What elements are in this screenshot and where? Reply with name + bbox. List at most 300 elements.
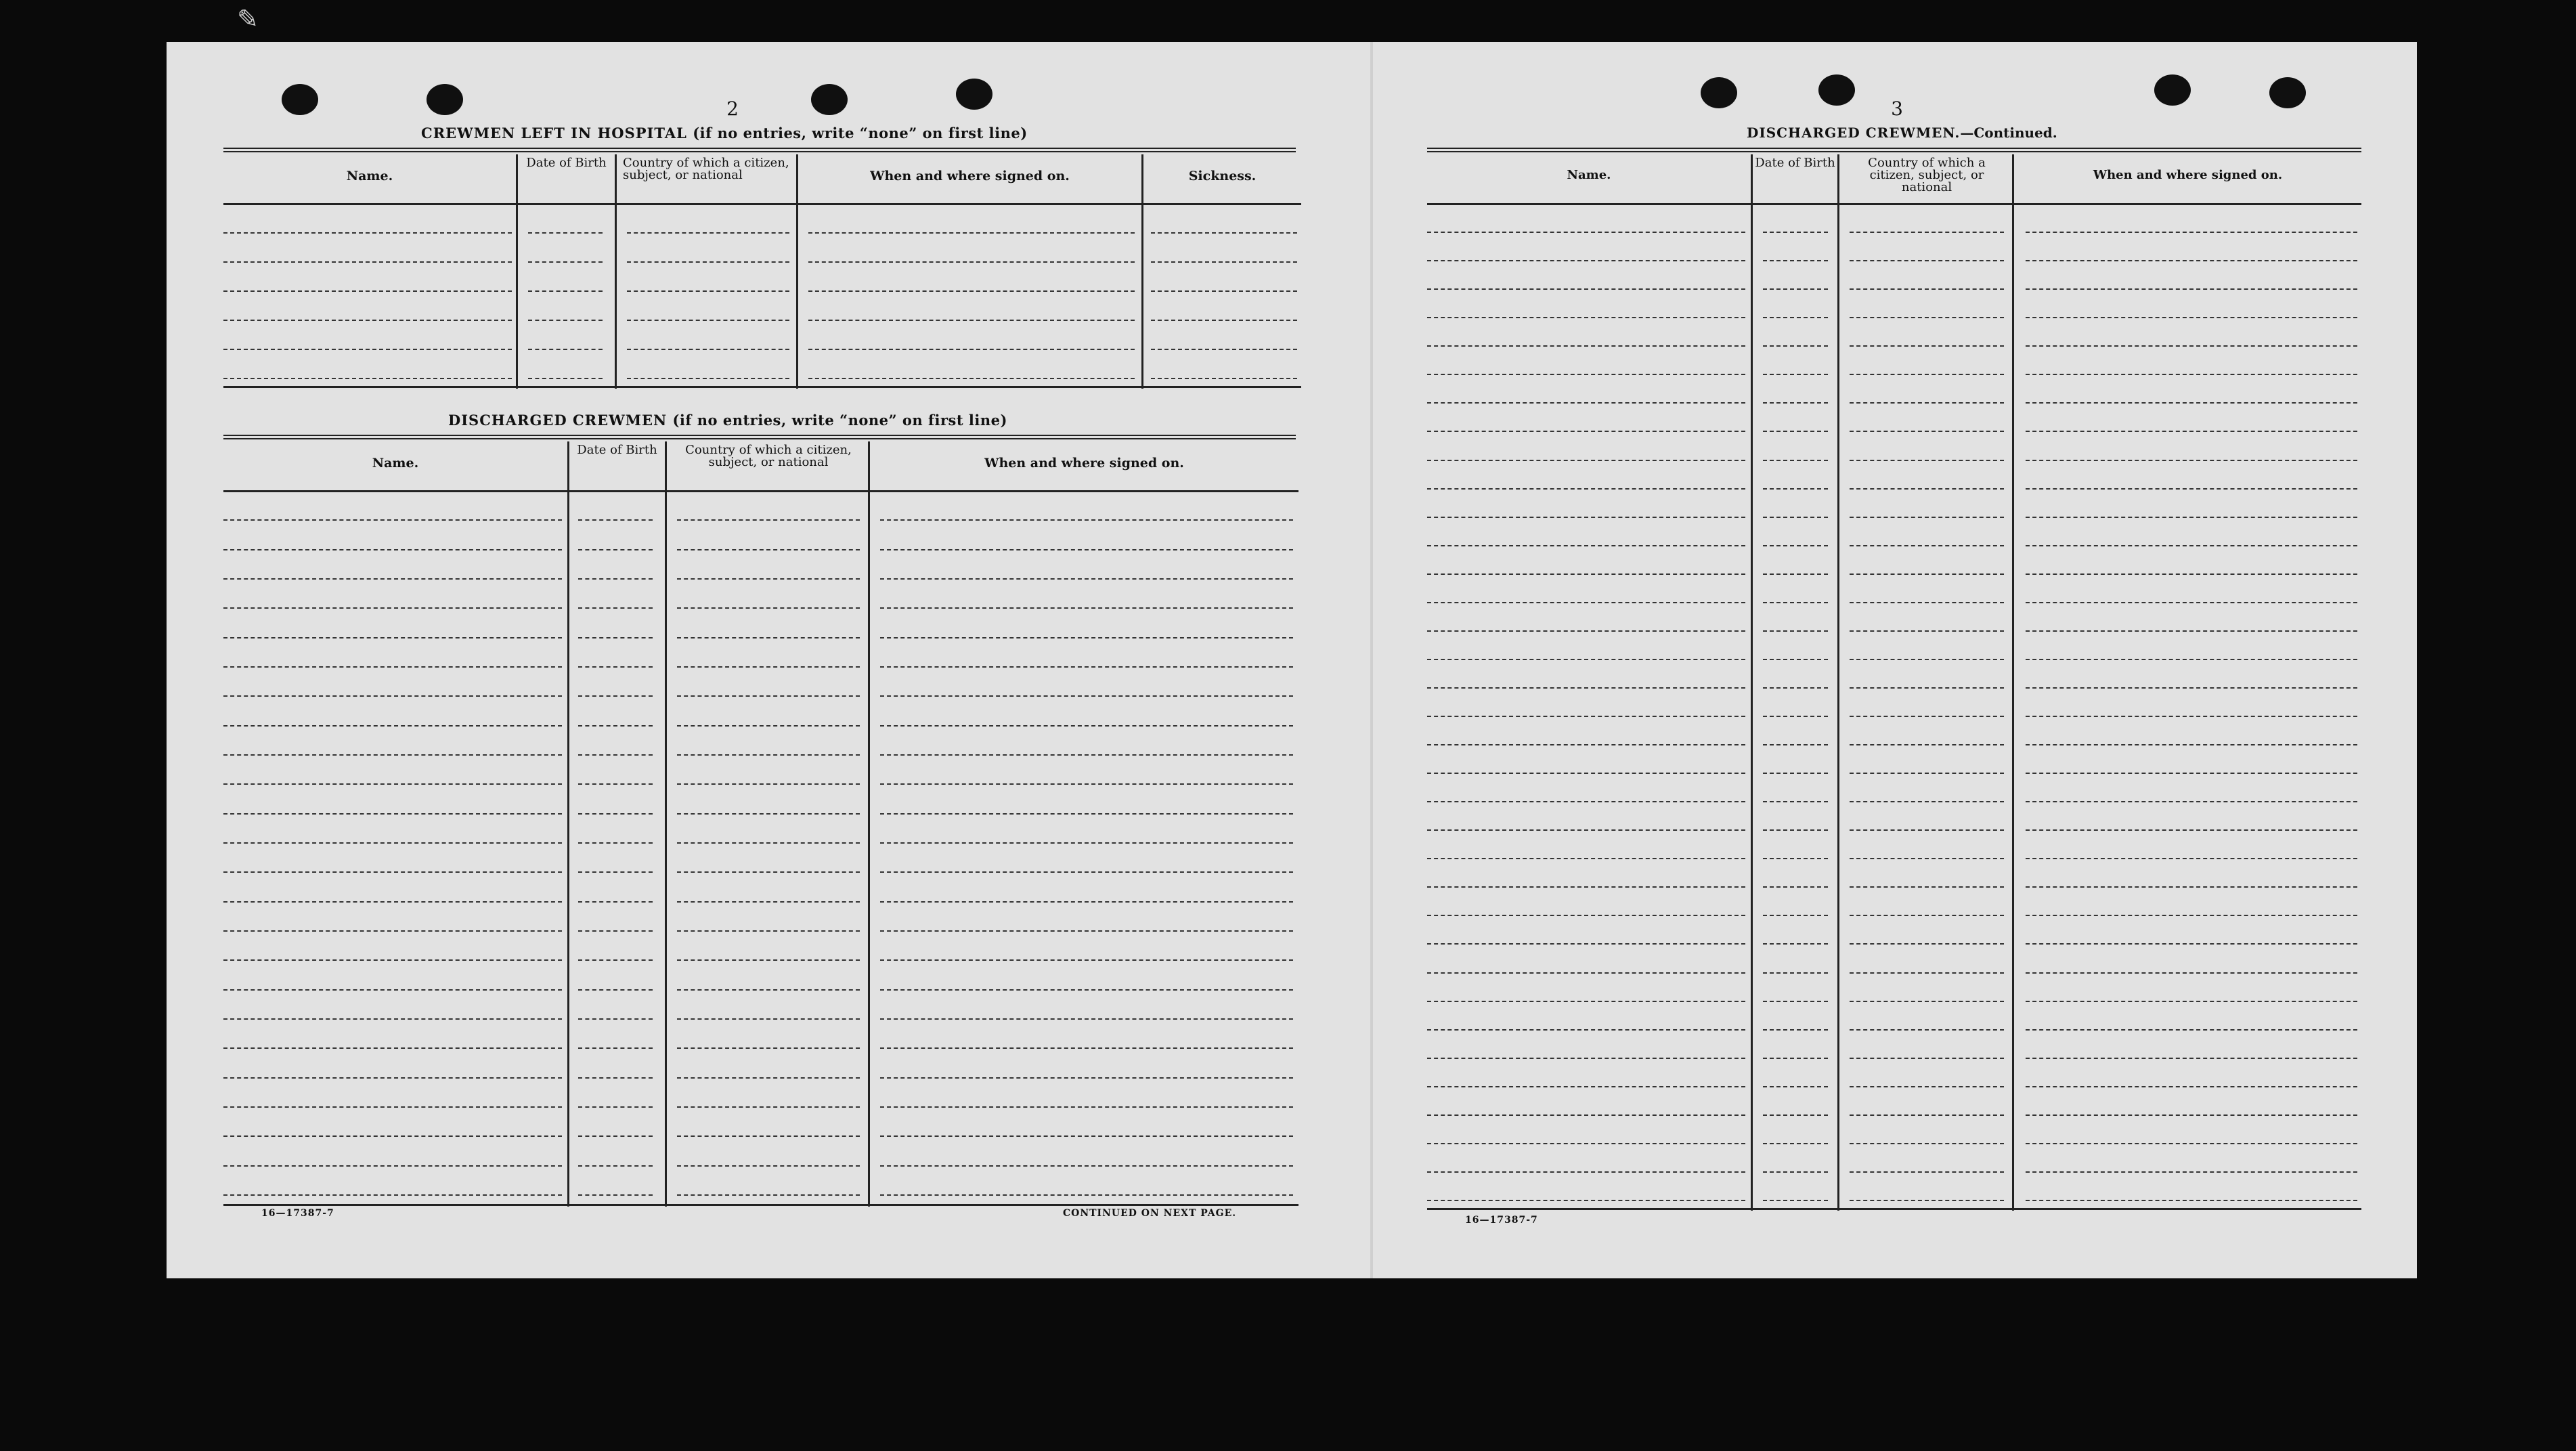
entry-line	[677, 1106, 860, 1108]
entry-line	[1151, 378, 1297, 379]
entry-line	[1427, 687, 1745, 689]
entry-line	[677, 519, 860, 521]
punch-hole-icon	[2269, 77, 2306, 108]
entry-line	[578, 1194, 653, 1196]
right-discharged-table	[1427, 154, 2361, 1211]
entry-line	[1427, 345, 1745, 347]
entry-line	[1763, 1086, 1828, 1087]
entry-line	[223, 1106, 562, 1108]
entry-line	[1427, 943, 1745, 945]
entry-line	[1850, 545, 2004, 546]
entry-line	[1763, 232, 1828, 233]
entry-line	[677, 666, 860, 668]
entry-line	[1427, 1171, 1745, 1173]
entry-line	[808, 378, 1135, 379]
entry-line	[627, 320, 789, 321]
entry-line	[1763, 687, 1828, 689]
entry-line	[528, 349, 603, 350]
entry-line	[223, 901, 562, 903]
entry-line	[1763, 488, 1828, 490]
entry-line	[880, 1194, 1293, 1196]
entry-line	[677, 607, 860, 609]
entry-line	[2026, 374, 2357, 375]
entry-line	[2026, 1114, 2357, 1116]
entry-line	[1427, 630, 1745, 632]
entry-line	[880, 1018, 1293, 1020]
entry-line	[1427, 460, 1745, 461]
right-bottom-rule	[1427, 1208, 2361, 1210]
entry-line	[2026, 317, 2357, 318]
discharged-instruction: (if no entries, write “none” on first line)	[672, 412, 1007, 429]
entry-line	[2026, 1001, 2357, 1002]
entry-line	[1427, 773, 1745, 774]
entry-line	[880, 901, 1293, 903]
entry-line	[880, 1165, 1293, 1167]
entry-line	[880, 519, 1293, 521]
entry-line	[880, 930, 1293, 932]
entry-line	[1427, 972, 1745, 974]
column-divider	[2012, 154, 2014, 1211]
entry-line	[1850, 402, 2004, 404]
discharged-header-signed-on: When and where signed on.	[984, 456, 1184, 471]
entry-line	[1763, 460, 1828, 461]
discharged-header-rule	[223, 490, 1298, 492]
entry-line	[1427, 545, 1745, 546]
entry-line	[2026, 829, 2357, 831]
entry-line	[1151, 320, 1297, 321]
hospital-header-signed-on: When and where signed on.	[870, 169, 1070, 183]
page-fold	[1370, 42, 1373, 1278]
entry-line	[1763, 374, 1828, 375]
entry-line	[1427, 744, 1745, 745]
entry-line	[1427, 659, 1745, 660]
entry-line	[2026, 659, 2357, 660]
entry-line	[1427, 232, 1745, 233]
entry-line	[2026, 716, 2357, 717]
entry-line	[223, 290, 512, 292]
entry-line	[578, 989, 653, 991]
form-number-left: 16—17387-7	[261, 1208, 334, 1219]
entry-line	[223, 378, 512, 379]
entry-line	[1427, 886, 1745, 888]
entry-line	[528, 290, 603, 292]
column-divider	[615, 154, 617, 389]
entry-line	[223, 989, 562, 991]
entry-line	[1427, 573, 1745, 575]
punch-hole-icon	[2154, 74, 2191, 106]
entry-line	[880, 1135, 1293, 1137]
entry-line	[808, 349, 1135, 350]
entry-line	[1427, 829, 1745, 831]
entry-line	[677, 959, 860, 961]
entry-line	[2026, 886, 2357, 888]
entry-line	[1427, 488, 1745, 490]
entry-line	[880, 871, 1293, 873]
entry-line	[1763, 1058, 1828, 1059]
entry-line	[578, 519, 653, 521]
entry-line	[223, 637, 562, 638]
right-top-rule	[1427, 148, 2361, 152]
page-number-right: 3	[1891, 98, 1903, 120]
entry-line	[2026, 402, 2357, 404]
entry-line	[2026, 1086, 2357, 1087]
entry-line	[1850, 517, 2004, 518]
entry-line	[2026, 858, 2357, 859]
column-divider	[516, 154, 518, 389]
entry-line	[808, 320, 1135, 321]
entry-line	[223, 783, 562, 785]
entry-line	[223, 930, 562, 932]
entry-line	[223, 519, 562, 521]
entry-line	[880, 637, 1293, 638]
entry-line	[1850, 801, 2004, 802]
entry-line	[1427, 1029, 1745, 1031]
entry-line	[1763, 1114, 1828, 1116]
entry-line	[1850, 232, 2004, 233]
punch-hole-icon	[956, 79, 992, 110]
entry-line	[1763, 744, 1828, 745]
entry-line	[677, 871, 860, 873]
entry-line	[677, 725, 860, 727]
entry-line	[627, 290, 789, 292]
entry-line	[1763, 573, 1828, 575]
entry-line	[2026, 260, 2357, 261]
entry-line	[528, 261, 603, 263]
entry-line	[880, 666, 1293, 668]
entry-line	[1850, 943, 2004, 945]
discharged-header-name: Name.	[372, 456, 419, 471]
entry-line	[880, 842, 1293, 844]
hospital-section-title	[421, 125, 1028, 142]
entry-line	[1763, 1171, 1828, 1173]
entry-line	[2026, 288, 2357, 290]
entry-line	[880, 754, 1293, 756]
entry-line	[1763, 659, 1828, 660]
entry-line	[223, 1047, 562, 1049]
entry-line	[1850, 460, 2004, 461]
entry-line	[1427, 1086, 1745, 1087]
entry-line	[1850, 687, 2004, 689]
discharged-header-country: Country of which a citizen, subject, or national	[685, 443, 852, 469]
entry-line	[1427, 1001, 1745, 1002]
entry-line	[528, 378, 603, 379]
hospital-instruction: (if no entries, write “none” on first line)	[693, 125, 1028, 142]
entry-line	[2026, 943, 2357, 945]
entry-line	[1427, 260, 1745, 261]
entry-line	[880, 578, 1293, 580]
entry-line	[1850, 1114, 2004, 1116]
entry-line	[880, 549, 1293, 550]
entry-line	[1427, 517, 1745, 518]
entry-line	[1850, 317, 2004, 318]
entry-line	[578, 1018, 653, 1020]
entry-line	[1763, 972, 1828, 974]
entry-line	[2026, 773, 2357, 774]
entry-line	[677, 930, 860, 932]
right-header-signed-on: When and where signed on.	[2093, 168, 2283, 182]
entry-line	[1763, 1029, 1828, 1031]
entry-line	[578, 959, 653, 961]
entry-line	[1850, 431, 2004, 432]
punch-hole-icon	[282, 84, 318, 115]
entry-line	[1763, 915, 1828, 916]
entry-line	[578, 783, 653, 785]
entry-line	[223, 842, 562, 844]
entry-line	[578, 901, 653, 903]
entry-line	[578, 578, 653, 580]
discharged-table	[223, 441, 1298, 1207]
entry-line	[880, 725, 1293, 727]
right-header-country: Country of which a citizen, subject, or national	[1868, 156, 1986, 194]
entry-line	[1151, 349, 1297, 350]
entry-line	[2026, 431, 2357, 432]
entry-line	[880, 1047, 1293, 1049]
entry-line	[223, 349, 512, 350]
entry-line	[677, 1077, 860, 1079]
entry-line	[1850, 829, 2004, 831]
entry-line	[627, 261, 789, 263]
entry-line	[1427, 374, 1745, 375]
column-divider	[796, 154, 798, 389]
entry-line	[223, 1194, 562, 1196]
entry-line	[223, 1018, 562, 1020]
continued-note: CONTINUED ON NEXT PAGE.	[1063, 1208, 1237, 1219]
right-header-birth: Date of Birth	[1755, 156, 1835, 170]
entry-line	[1850, 1029, 2004, 1031]
discharged-bottom-rule	[223, 1204, 1298, 1206]
entry-line	[677, 1135, 860, 1137]
entry-line	[578, 1077, 653, 1079]
hospital-bottom-rule	[223, 386, 1301, 388]
hospital-header-country: Country of which a citizen, subject, or national	[623, 156, 789, 182]
entry-line	[1427, 431, 1745, 432]
entry-line	[578, 549, 653, 550]
entry-line	[223, 871, 562, 873]
hospital-header-birth: Date of Birth	[526, 156, 607, 170]
entry-line	[1427, 317, 1745, 318]
entry-line	[578, 666, 653, 668]
entry-line	[223, 607, 562, 609]
entry-line	[1427, 915, 1745, 916]
hospital-header-sickness: Sickness.	[1188, 169, 1257, 183]
entry-line	[677, 1194, 860, 1196]
hospital-table	[223, 154, 1301, 389]
entry-line	[1850, 573, 2004, 575]
entry-line	[1151, 261, 1297, 263]
entry-line	[880, 783, 1293, 785]
entry-line	[1151, 232, 1297, 234]
entry-line	[223, 666, 562, 668]
entry-line	[223, 695, 562, 697]
entry-line	[1850, 630, 2004, 632]
entry-line	[627, 378, 789, 379]
entry-line	[1763, 858, 1828, 859]
entry-line	[223, 549, 562, 550]
form-number-right: 16—17387-7	[1465, 1215, 1538, 1226]
entry-line	[578, 871, 653, 873]
entry-line	[223, 754, 562, 756]
entry-line	[677, 1018, 860, 1020]
column-divider	[665, 441, 667, 1207]
entry-line	[1763, 1143, 1828, 1144]
entry-line	[1763, 288, 1828, 290]
entry-line	[223, 813, 562, 815]
entry-line	[677, 783, 860, 785]
entry-line	[223, 232, 512, 234]
punch-hole-icon	[1701, 77, 1737, 108]
entry-line	[1763, 716, 1828, 717]
entry-line	[2026, 972, 2357, 974]
hospital-header-name: Name.	[346, 169, 393, 183]
entry-line	[1850, 260, 2004, 261]
entry-line	[1763, 886, 1828, 888]
entry-line	[223, 320, 512, 321]
entry-line	[1850, 744, 2004, 745]
entry-line	[1850, 659, 2004, 660]
entry-line	[2026, 602, 2357, 603]
entry-line	[677, 637, 860, 638]
entry-line	[2026, 1058, 2357, 1059]
entry-line	[1850, 1001, 2004, 1002]
hospital-header-rule	[223, 203, 1301, 205]
entry-line	[578, 1106, 653, 1108]
right-title-suffix: —Continued.	[1960, 125, 2057, 141]
entry-line	[2026, 345, 2357, 347]
entry-line	[2026, 517, 2357, 518]
right-title-text: DISCHARGED CREWMEN.	[1747, 125, 1961, 141]
entry-line	[2026, 573, 2357, 575]
entry-line	[1763, 801, 1828, 802]
entry-line	[578, 607, 653, 609]
entry-line	[880, 1106, 1293, 1108]
punch-hole-icon	[811, 84, 848, 115]
entry-line	[578, 754, 653, 756]
entry-line	[578, 1135, 653, 1137]
entry-line	[1763, 260, 1828, 261]
entry-line	[677, 842, 860, 844]
entry-line	[528, 320, 603, 321]
entry-line	[677, 813, 860, 815]
entry-line	[1850, 886, 2004, 888]
entry-line	[223, 959, 562, 961]
entry-line	[1850, 288, 2004, 290]
right-header-rule	[1427, 203, 2361, 205]
entry-line	[1850, 773, 2004, 774]
entry-line	[223, 261, 512, 263]
column-divider	[868, 441, 870, 1207]
entry-line	[1850, 972, 2004, 974]
page-number-left: 2	[726, 98, 739, 120]
entry-line	[1850, 488, 2004, 490]
entry-line	[1850, 1086, 2004, 1087]
entry-line	[1850, 1200, 2004, 1201]
entry-line	[578, 930, 653, 932]
entry-line	[1763, 829, 1828, 831]
entry-line	[2026, 1143, 2357, 1144]
entry-line	[1850, 1143, 2004, 1144]
punch-hole-icon	[1818, 74, 1855, 106]
entry-line	[677, 754, 860, 756]
discharged-title-text: DISCHARGED CREWMEN	[448, 412, 668, 429]
entry-line	[1850, 1058, 2004, 1059]
entry-line	[2026, 488, 2357, 490]
entry-line	[1763, 602, 1828, 603]
entry-line	[677, 695, 860, 697]
entry-line	[677, 1047, 860, 1049]
entry-line	[1763, 317, 1828, 318]
entry-line	[1763, 1001, 1828, 1002]
entry-line	[880, 607, 1293, 609]
right-section-title	[1747, 125, 2057, 141]
entry-line	[677, 901, 860, 903]
column-divider	[1837, 154, 1839, 1211]
entry-line	[2026, 915, 2357, 916]
entry-line	[1427, 1200, 1745, 1201]
entry-line	[1850, 345, 2004, 347]
discharged-section-title	[448, 412, 1007, 429]
entry-line	[880, 1077, 1293, 1079]
entry-line	[1427, 602, 1745, 603]
entry-line	[1427, 402, 1745, 404]
entry-line	[1763, 517, 1828, 518]
entry-line	[2026, 1171, 2357, 1173]
entry-line	[880, 959, 1293, 961]
entry-line	[2026, 687, 2357, 689]
entry-line	[578, 695, 653, 697]
entry-line	[1427, 716, 1745, 717]
entry-line	[223, 1077, 562, 1079]
entry-line	[1850, 716, 2004, 717]
entry-line	[880, 813, 1293, 815]
entry-line	[1850, 858, 2004, 859]
entry-line	[528, 232, 603, 234]
entry-line	[1427, 288, 1745, 290]
right-header-name: Name.	[1567, 168, 1611, 182]
entry-line	[677, 1165, 860, 1167]
entry-line	[1763, 773, 1828, 774]
entry-line	[578, 1047, 653, 1049]
column-divider	[567, 441, 569, 1207]
entry-line	[2026, 460, 2357, 461]
entry-line	[1763, 345, 1828, 347]
entry-line	[578, 1165, 653, 1167]
entry-line	[2026, 545, 2357, 546]
entry-line	[223, 578, 562, 580]
entry-line	[578, 725, 653, 727]
entry-line	[1850, 602, 2004, 603]
entry-line	[880, 989, 1293, 991]
entry-line	[2026, 1200, 2357, 1201]
punch-hole-icon	[427, 84, 463, 115]
discharged-top-rule	[223, 435, 1296, 439]
entry-line	[808, 232, 1135, 234]
entry-line	[1151, 290, 1297, 292]
column-divider	[1751, 154, 1753, 1211]
entry-line	[1427, 1114, 1745, 1116]
entry-line	[1850, 915, 2004, 916]
entry-line	[1427, 1143, 1745, 1144]
entry-line	[808, 290, 1135, 292]
discharged-header-birth: Date of Birth	[577, 443, 657, 457]
corner-mark-icon: ✎	[237, 4, 259, 34]
entry-line	[223, 725, 562, 727]
entry-line	[1427, 801, 1745, 802]
entry-line	[578, 637, 653, 638]
entry-line	[627, 232, 789, 234]
entry-line	[1850, 1171, 2004, 1173]
entry-line	[2026, 1029, 2357, 1031]
column-divider	[1141, 154, 1143, 389]
